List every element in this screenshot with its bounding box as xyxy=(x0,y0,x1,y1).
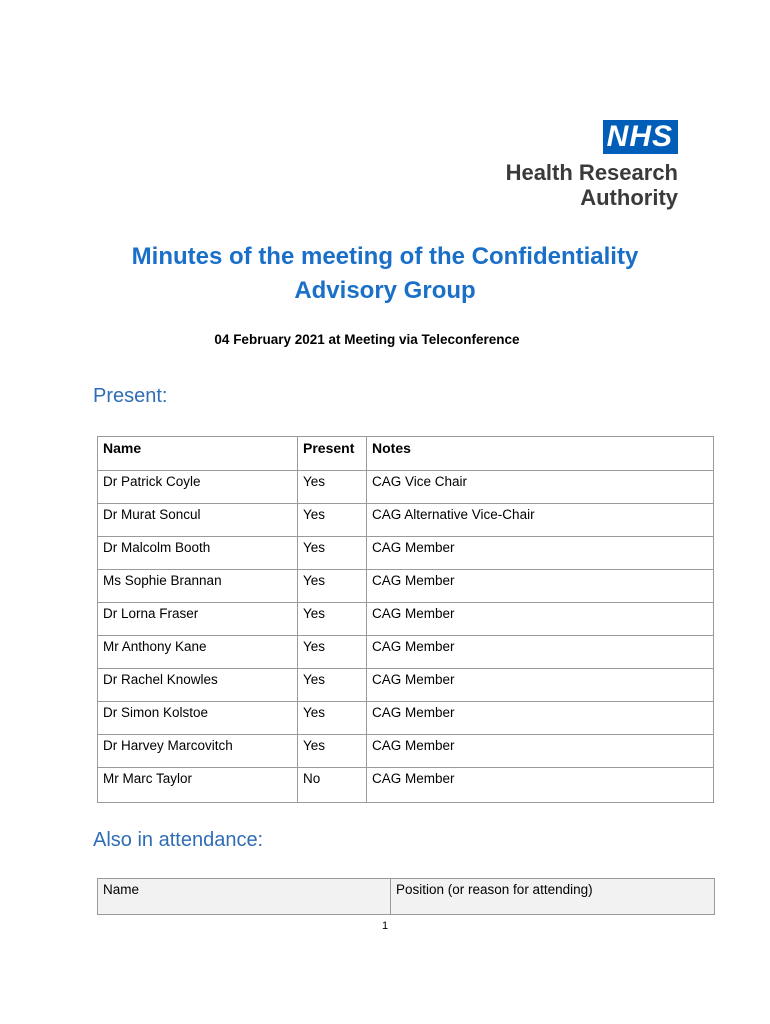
table-row xyxy=(98,504,714,537)
table-row xyxy=(98,636,714,669)
logo-line-2: Authority xyxy=(580,185,678,210)
cell-notes: CAG Alternative Vice-Chair xyxy=(367,504,714,537)
document-title xyxy=(0,240,770,308)
table-row xyxy=(98,537,714,570)
cell-present: No xyxy=(298,768,367,803)
cell-present: Yes xyxy=(298,603,367,636)
cell-name: Ms Sophie Brannan xyxy=(98,570,298,603)
cell-name: Dr Lorna Fraser xyxy=(98,603,298,636)
cell-present: Yes xyxy=(298,669,367,702)
hra-logo xyxy=(488,120,678,210)
cell-name: Dr Malcolm Booth xyxy=(98,537,298,570)
cell-notes: CAG Member xyxy=(367,570,714,603)
cell-notes: CAG Member xyxy=(367,636,714,669)
cell-name: Dr Rachel Knowles xyxy=(98,669,298,702)
nhs-logo-badge: NHS xyxy=(603,120,678,154)
present-table xyxy=(97,436,714,803)
cell-present: Yes xyxy=(298,702,367,735)
header-position: Position (or reason for attending) xyxy=(391,879,715,915)
table-row xyxy=(98,603,714,636)
cell-name: Mr Anthony Kane xyxy=(98,636,298,669)
cell-present: Yes xyxy=(298,735,367,768)
cell-notes: CAG Member xyxy=(367,702,714,735)
also-in-attendance-table xyxy=(97,878,715,915)
cell-notes: CAG Member xyxy=(367,768,714,803)
table-row xyxy=(98,669,714,702)
present-heading: Present: xyxy=(93,385,168,407)
table-row xyxy=(98,768,714,803)
header-present: Present xyxy=(298,437,367,471)
cell-name: Dr Patrick Coyle xyxy=(98,471,298,504)
title-line-1: Minutes of the meeting of the Confidentiality xyxy=(131,243,639,270)
cell-name: Mr Marc Taylor xyxy=(98,768,298,803)
table-row xyxy=(98,702,714,735)
cell-present: Yes xyxy=(298,504,367,537)
table-row xyxy=(98,735,714,768)
logo-line-1: Health Research xyxy=(505,160,678,185)
cell-notes: CAG Member xyxy=(367,735,714,768)
page-number: 1 xyxy=(381,920,389,932)
header-notes: Notes xyxy=(367,437,714,471)
table-row xyxy=(98,471,714,504)
cell-name: Dr Murat Soncul xyxy=(98,504,298,537)
cell-present: Yes xyxy=(298,537,367,570)
cell-present: Yes xyxy=(298,570,367,603)
cell-notes: CAG Member xyxy=(367,537,714,570)
also-in-attendance-heading: Also in attendance: xyxy=(93,829,264,851)
cell-present: Yes xyxy=(298,471,367,504)
cell-notes: CAG Vice Chair xyxy=(367,471,714,504)
cell-name: Dr Simon Kolstoe xyxy=(98,702,298,735)
cell-name: Dr Harvey Marcovitch xyxy=(98,735,298,768)
table-header-row xyxy=(98,437,714,471)
header-name: Name xyxy=(98,437,298,471)
table-row xyxy=(98,570,714,603)
header-name: Name xyxy=(98,879,391,915)
cell-notes: CAG Member xyxy=(367,603,714,636)
meeting-date-subtitle: 04 February 2021 at Meeting via Teleconference xyxy=(214,332,520,347)
cell-present: Yes xyxy=(298,636,367,669)
cell-notes: CAG Member xyxy=(367,669,714,702)
table-header-row xyxy=(98,879,715,915)
title-line-2: Advisory Group xyxy=(294,277,476,304)
